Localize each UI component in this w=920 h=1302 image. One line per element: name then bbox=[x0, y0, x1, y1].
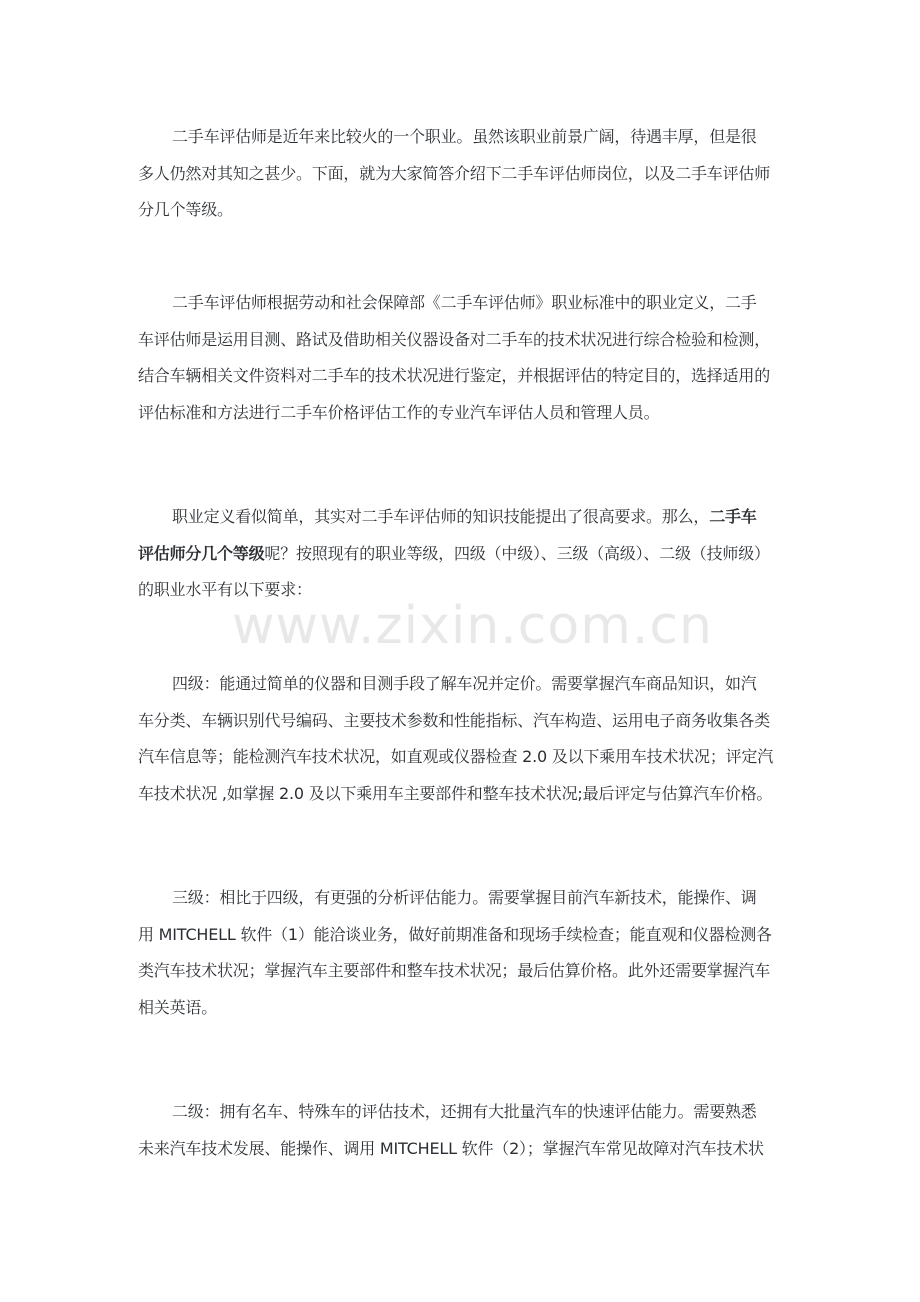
text-line: 三级：相比于四级，有更强的分析评估能力。需要掌握目前汽车新技术，能操作、调 bbox=[172, 888, 757, 907]
text-line: 车评估师是运用目测、路试及借助相关仪器设备对二手车的技术状况进行综合检验和检测， bbox=[138, 329, 771, 349]
text-line: 四级：能通过简单的仪器和目测手段了解车况并定价。需要掌握汽车商品知识，如汽 bbox=[172, 674, 757, 693]
text-line: 类汽车技术状况；掌握汽车主要部件和整车技术状况；最后估算价格。此外还需要掌握汽车 bbox=[138, 961, 771, 980]
text-line: 用 MITCHELL 软件（1）能洽谈业务，做好前期准备和现场手续检查；能直观和仪器检测各 bbox=[138, 924, 772, 944]
text-run: 呢？按照现有的职业等级，四级（中级）、三级（高级）、二级（技师级） bbox=[264, 543, 770, 563]
text-line bbox=[138, 499, 784, 536]
paragraph-level-three bbox=[138, 880, 784, 1026]
text-line: 的职业水平有以下要求： bbox=[138, 580, 312, 599]
paragraph-level-four bbox=[138, 666, 784, 812]
bold-keyword: 二手车 bbox=[709, 507, 757, 526]
text-line: 分几个等级。 bbox=[138, 200, 233, 219]
text-line: 二手车评估师根据劳动和社会保障部《二手车评估师》职业标准中的职业定义，二手 bbox=[172, 293, 757, 312]
text-line: 未来汽车技术发展、能操作、调用 MITCHELL 软件（2）；掌握汽车常见故障对汽车技术状 bbox=[138, 1138, 764, 1158]
text-line: 相关英语。 bbox=[138, 997, 218, 1017]
text-line: 二级：拥有名车、特殊车的评估技术，还拥有大批量汽车的快速评估能力。需要熟悉 bbox=[172, 1102, 757, 1121]
text-line: 车技术状况 ,如掌握 2.0 及以下乘用车主要部件和整车技术状况;最后评定与估算汽车价格。 bbox=[138, 783, 773, 803]
bold-keyword: 评估师分几个等级 bbox=[138, 543, 265, 563]
text-run: 职业定义看似简单，其实对二手车评估师的知识技能提出了很高要求。那么， bbox=[172, 507, 710, 526]
text-line bbox=[138, 536, 784, 573]
text-line: 评估标准和方法进行二手车价格评估工作的专业汽车评估人员和管理人员。 bbox=[138, 402, 660, 422]
paragraph-levels-intro bbox=[138, 499, 784, 609]
paragraph-level-two bbox=[138, 1094, 784, 1167]
paragraph-definition bbox=[138, 285, 784, 431]
watermark: www.zixin.com.cn bbox=[232, 596, 713, 656]
text-line: 汽车信息等；能检测汽车技术状况，如直观或仪器检查 2.0 及以下乘用车技术状况；评定汽 bbox=[138, 747, 774, 766]
paragraph-intro bbox=[138, 119, 784, 229]
text-line: 车分类、车辆识别代号编码、主要技术参数和性能指标、汽车构造、运用电子商务收集各类 bbox=[138, 710, 771, 730]
text-line: 二手车评估师是近年来比较火的一个职业。虽然该职业前景广阔，待遇丰厚，但是很 bbox=[172, 127, 757, 146]
text-line: 结合车辆相关文件资料对二手车的技术状况进行鉴定，并根据评估的特定目的，选择适用的 bbox=[138, 366, 771, 385]
text-line: 多人仍然对其知之甚少。下面，就为大家简答介绍下二手车评估师岗位，以及二手车评估师 bbox=[138, 163, 771, 183]
